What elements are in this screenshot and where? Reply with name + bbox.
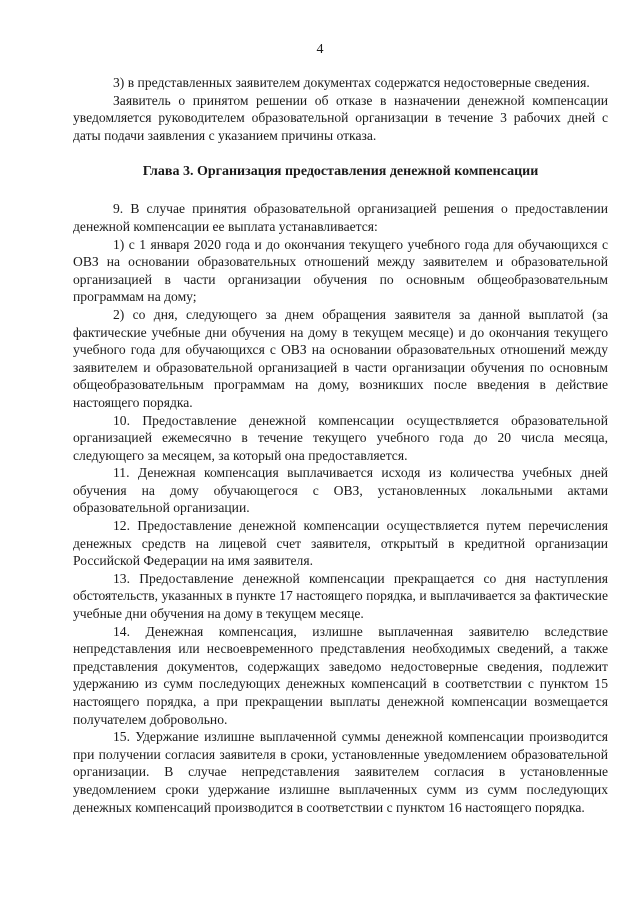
paragraph: 1) с 1 января 2020 года и до окончания текущего учебного года для обучающихся с ОВЗ на основании образовательных отношений между заявителем и образовательной организацией в части организации обучения по основным общеобразовательным программам на дому; <box>73 236 608 305</box>
paragraph: 12. Предоставление денежной компенсации осуществляется путем перечисления денежных средств на лицевой счет заявителя, открытый в кредитной организации Российской Федерации на имя заявителя. <box>73 518 608 569</box>
paragraph: 13. Предоставление денежной компенсации прекращается со дня наступления обстоятельств, указанных в пункте 17 настоящего порядка, и выплачивается за фактические учебные дни обучения на дому в текущем месяце. <box>73 570 608 622</box>
paragraph: 11. Денежная компенсация выплачивается исходя из количества учебных дней обучения на дому обучающегося с ОВЗ, установленных локальными актами образовательной организации. <box>73 465 608 516</box>
paragraph: Заявитель о принятом решении об отказе в назначении денежной компенсации уведомляется руководителем образовательной организации в течение 3 рабочих дней с даты подачи заявления с указанием причины отказа. <box>73 92 608 143</box>
paragraph: 15. Удержание излишне выплаченной суммы денежной компенсации производится при получении согласия заявителя в сроки, установленные уведомлением образовательной организации. В случае непредставления заявителем согласия в установленные уведомлением сроки удержание излишне выплаченных сумм из сумм последующих денежных компенсаций производится в соответствии с пунктом 16 настоящего порядка. <box>73 729 608 815</box>
paragraph: 2) со дня, следующего за днем обращения заявителя за данной выплатой (за фактические учебные дни обучения на дому в текущем месяце) и до окончания текущего учебного года для обучающихся с ОВЗ на основании образовательных отношений между заявителем и образовательной организацией в части организации обучения по основным общеобразовательным программам на дому, возникших после введения в действие настоящего порядка. <box>73 306 608 410</box>
paragraph: 9. В случае принятия образовательной организацией решения о предоставлении денежной компенсации ее выплата устанавливается: <box>73 201 608 234</box>
paragraph: 10. Предоставление денежной компенсации осуществляется образовательной организацией ежемесячно в течение текущего учебного года до 20 числа месяца, следующего за месяцем, за который она предоставляется. <box>73 412 608 463</box>
page-number: 4 <box>316 42 324 57</box>
document-body <box>73 74 608 816</box>
chapter-heading: Глава 3. Организация предоставления денежной компенсации <box>142 164 539 180</box>
paragraph: 14. Денежная компенсация, излишне выплаченная заявителю вследствие непредставления или несвоевременного представления необходимых сведений, а также представления документов, содержащих заведомо недостоверные сведения, подлежит удержанию из сумм последующих денежных компенсаций в соответствии с пунктом 15 настоящего порядка, а при прекращении выплаты денежной компенсации возмещается получателем добровольно. <box>73 623 608 727</box>
paragraph: 3) в представленных заявителем документах содержатся недостоверные сведения. <box>113 75 590 90</box>
